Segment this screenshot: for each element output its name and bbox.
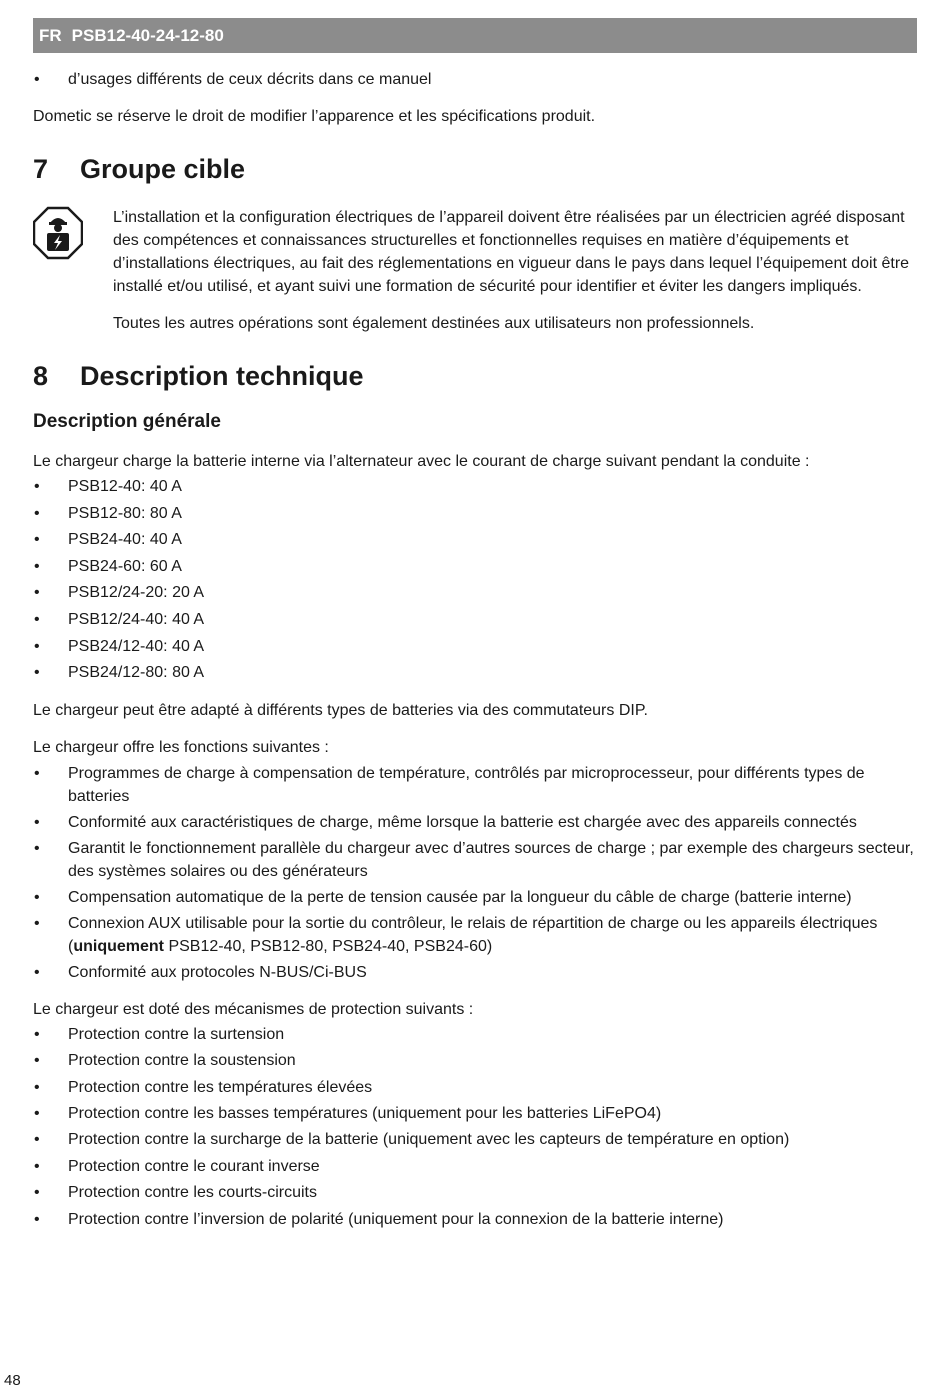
aux-text-emphasis: uniquement <box>73 937 164 955</box>
page-content <box>33 68 917 1233</box>
list-item: • Protection contre la surcharge de la batterie (uniquement avec les capteurs de température en option) <box>33 1127 917 1153</box>
functions-list <box>33 762 917 984</box>
section-number: 8 <box>33 361 49 391</box>
dip-switch-note: Le chargeur peut être adapté à différents types de batteries via des commutateurs DIP. <box>33 701 648 719</box>
list-item: • PSB24-60: 60 A <box>33 554 917 581</box>
charge-current-list <box>33 474 917 687</box>
list-item: • Conformité aux protocoles N-BUS/Ci-BUS <box>33 961 917 984</box>
protection-intro: Le chargeur est doté des mécanismes de protection suivants : <box>33 1000 474 1018</box>
functions-intro: Le chargeur offre les fonctions suivantes : <box>33 738 329 756</box>
subsection-heading: Description générale <box>33 411 221 432</box>
section-number: 7 <box>33 154 49 184</box>
language-code: FR <box>39 25 62 45</box>
aux-text-end: PSB12-40, PSB12-80, PSB24-40, PSB24-60) <box>164 937 493 955</box>
other-operations-text: Toutes les autres opérations sont également destinées aux utilisateurs non professionnels. <box>113 315 755 332</box>
list-item: • PSB24/12-40: 40 A <box>33 634 917 661</box>
header-bar <box>33 18 917 53</box>
page-number: 48 <box>4 1372 21 1389</box>
list-item: • Protection contre la soustension <box>33 1048 917 1074</box>
list-item: • Protection contre les températures élevées <box>33 1075 917 1101</box>
list-item: • Garantit le fonctionnement parallèle du chargeur avec d’autres sources de charge ; par exemple des chargeurs secteur, des systèmes solaires ou des générateurs <box>33 837 917 883</box>
section-title: Description technique <box>80 361 364 391</box>
list-item: • Protection contre l’inversion de polarité (uniquement pour la connexion de la batterie interne) <box>33 1207 917 1233</box>
list-item: • d’usages différents de ceux décrits dans ce manuel <box>33 68 917 91</box>
list-item: • Protection contre la surtension <box>33 1022 917 1048</box>
section-title: Groupe cible <box>80 154 246 184</box>
list-item: • PSB12/24-40: 40 A <box>33 607 917 634</box>
list-item: • Protection contre les courts-circuits <box>33 1180 917 1206</box>
list-item <box>33 912 917 958</box>
list-item: • Programmes de charge à compensation de température, contrôlés par microprocesseur, pour différents types de batteries <box>33 762 917 808</box>
protection-list <box>33 1022 917 1233</box>
list-item: • Protection contre le courant inverse <box>33 1154 917 1180</box>
list-item: • PSB24-40: 40 A <box>33 527 917 554</box>
intro-note: Dometic se réserve le droit de modifier l’apparence et les spécifications produit. <box>33 108 596 125</box>
list-item: • PSB12/24-20: 20 A <box>33 580 917 607</box>
list-item: • Conformité aux caractéristiques de charge, même lorsque la batterie est chargée avec des appareils connectés <box>33 811 917 834</box>
target-group-block <box>33 206 917 335</box>
section-8-heading <box>33 359 917 393</box>
charge-intro: Le chargeur charge la batterie interne via l’alternateur avec le courant de charge suivant pendant la conduite : <box>33 453 810 470</box>
list-item: • PSB24/12-80: 80 A <box>33 660 917 687</box>
aux-text-start: Connexion AUX utilisable pour la sortie du contrôleur, le relais de répartition de charge ou les appareils électriques ( <box>68 914 878 955</box>
list-item: • PSB12-40: 40 A <box>33 474 917 501</box>
list-item: • PSB12-80: 80 A <box>33 501 917 528</box>
qualification-text: L’installation et la configuration électriques de l’appareil doivent être réalisées par un électricien agréé disposant des compétences et connaissances structurelles et fonctionnelles requises en matière d’équipements et d’installations électriques, au fait des réglementations en vigueur dans le pays dans lequel l’équipement doit être installé et/ou utilisé, et ayant suivi une formation de sécurité pour identifier et éviter les dangers impliqués. <box>113 209 910 295</box>
section-7-heading <box>33 152 917 186</box>
list-item: • Compensation automatique de la perte de tension causée par la longueur du câble de charge (batterie interne) <box>33 886 917 909</box>
electrician-icon <box>33 206 83 260</box>
model-number: PSB12-40-24-12-80 <box>71 25 224 45</box>
intro-list <box>33 68 917 91</box>
list-item: • Protection contre les basses températures (uniquement pour les batteries LiFePO4) <box>33 1101 917 1127</box>
